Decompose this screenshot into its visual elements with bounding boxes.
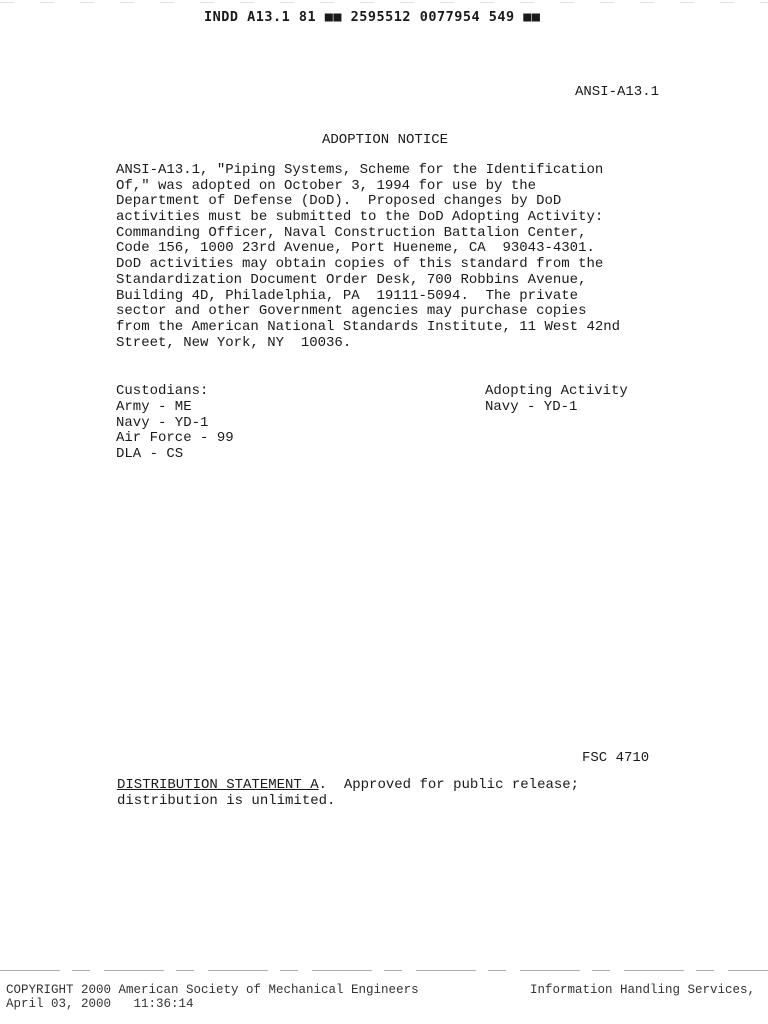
footer-date: April 03, 2000 11:36:14 [6, 997, 194, 1011]
scan-artifact-top [0, 2, 768, 3]
custodians-block [116, 384, 234, 463]
body-line: Of," was adopted on October 3, 1994 for use by the [116, 177, 537, 194]
custodian-item: Navy - YD-1 [116, 414, 209, 431]
body-line: Code 156, 1000 23rd Avenue, Port Hueneme, CA 93043-4301. [116, 240, 595, 257]
body-line: activities must be submitted to the DoD Adopting Activity: [116, 209, 604, 226]
document-id: ANSI-A13.1 [575, 84, 660, 100]
body-line: Commanding Officer, Naval Construction Battalion Center, [116, 224, 587, 241]
distribution-label: DISTRIBUTION STATEMENT A [117, 777, 319, 793]
custodian-item: Air Force - 99 [116, 430, 234, 447]
distribution-text: . Approved for public release; [318, 777, 580, 793]
custodians-heading: Custodians: [116, 383, 209, 399]
notice-body [116, 163, 620, 351]
adopting-activity-value: Navy - YD-1 [485, 398, 578, 415]
body-line: DoD activities may obtain copies of this standard from the [116, 256, 604, 273]
body-line: Standardization Document Order Desk, 700 Robbins Avenue, [116, 271, 587, 288]
footer-divider [0, 970, 768, 971]
body-line: Department of Defense (DoD). Proposed changes by DoD [116, 193, 562, 210]
body-line: Street, New York, NY 10036. [116, 334, 352, 351]
distribution-text-line2: distribution is unlimited. [117, 793, 336, 809]
custodian-item: Army - ME [116, 398, 192, 415]
body-line: ANSI-A13.1, "Piping Systems, Scheme for the Identification [116, 162, 604, 178]
body-line: sector and other Government agencies may purchase copies [116, 303, 587, 320]
footer-copyright: COPYRIGHT 2000 American Society of Mechanical Engineers [6, 983, 419, 997]
body-line: Building 4D, Philadelphia, PA 19111-5094. The private [116, 287, 579, 304]
document-control-code: INDD A13.1 81 ■■ 2595512 0077954 549 ■■ [204, 9, 541, 25]
footer-provider: Information Handling Services, [530, 983, 756, 997]
adopting-activity-heading: Adopting Activity [485, 383, 628, 399]
fsc-code: FSC 4710 [582, 750, 650, 766]
custodian-item: DLA - CS [116, 446, 184, 463]
page-title: ADOPTION NOTICE [322, 132, 449, 148]
adopting-activity-block [485, 384, 628, 416]
body-line: from the American National Standards Institute, 11 West 42nd [116, 318, 621, 335]
footer-copyright-block [6, 983, 419, 1011]
distribution-statement [117, 777, 579, 809]
